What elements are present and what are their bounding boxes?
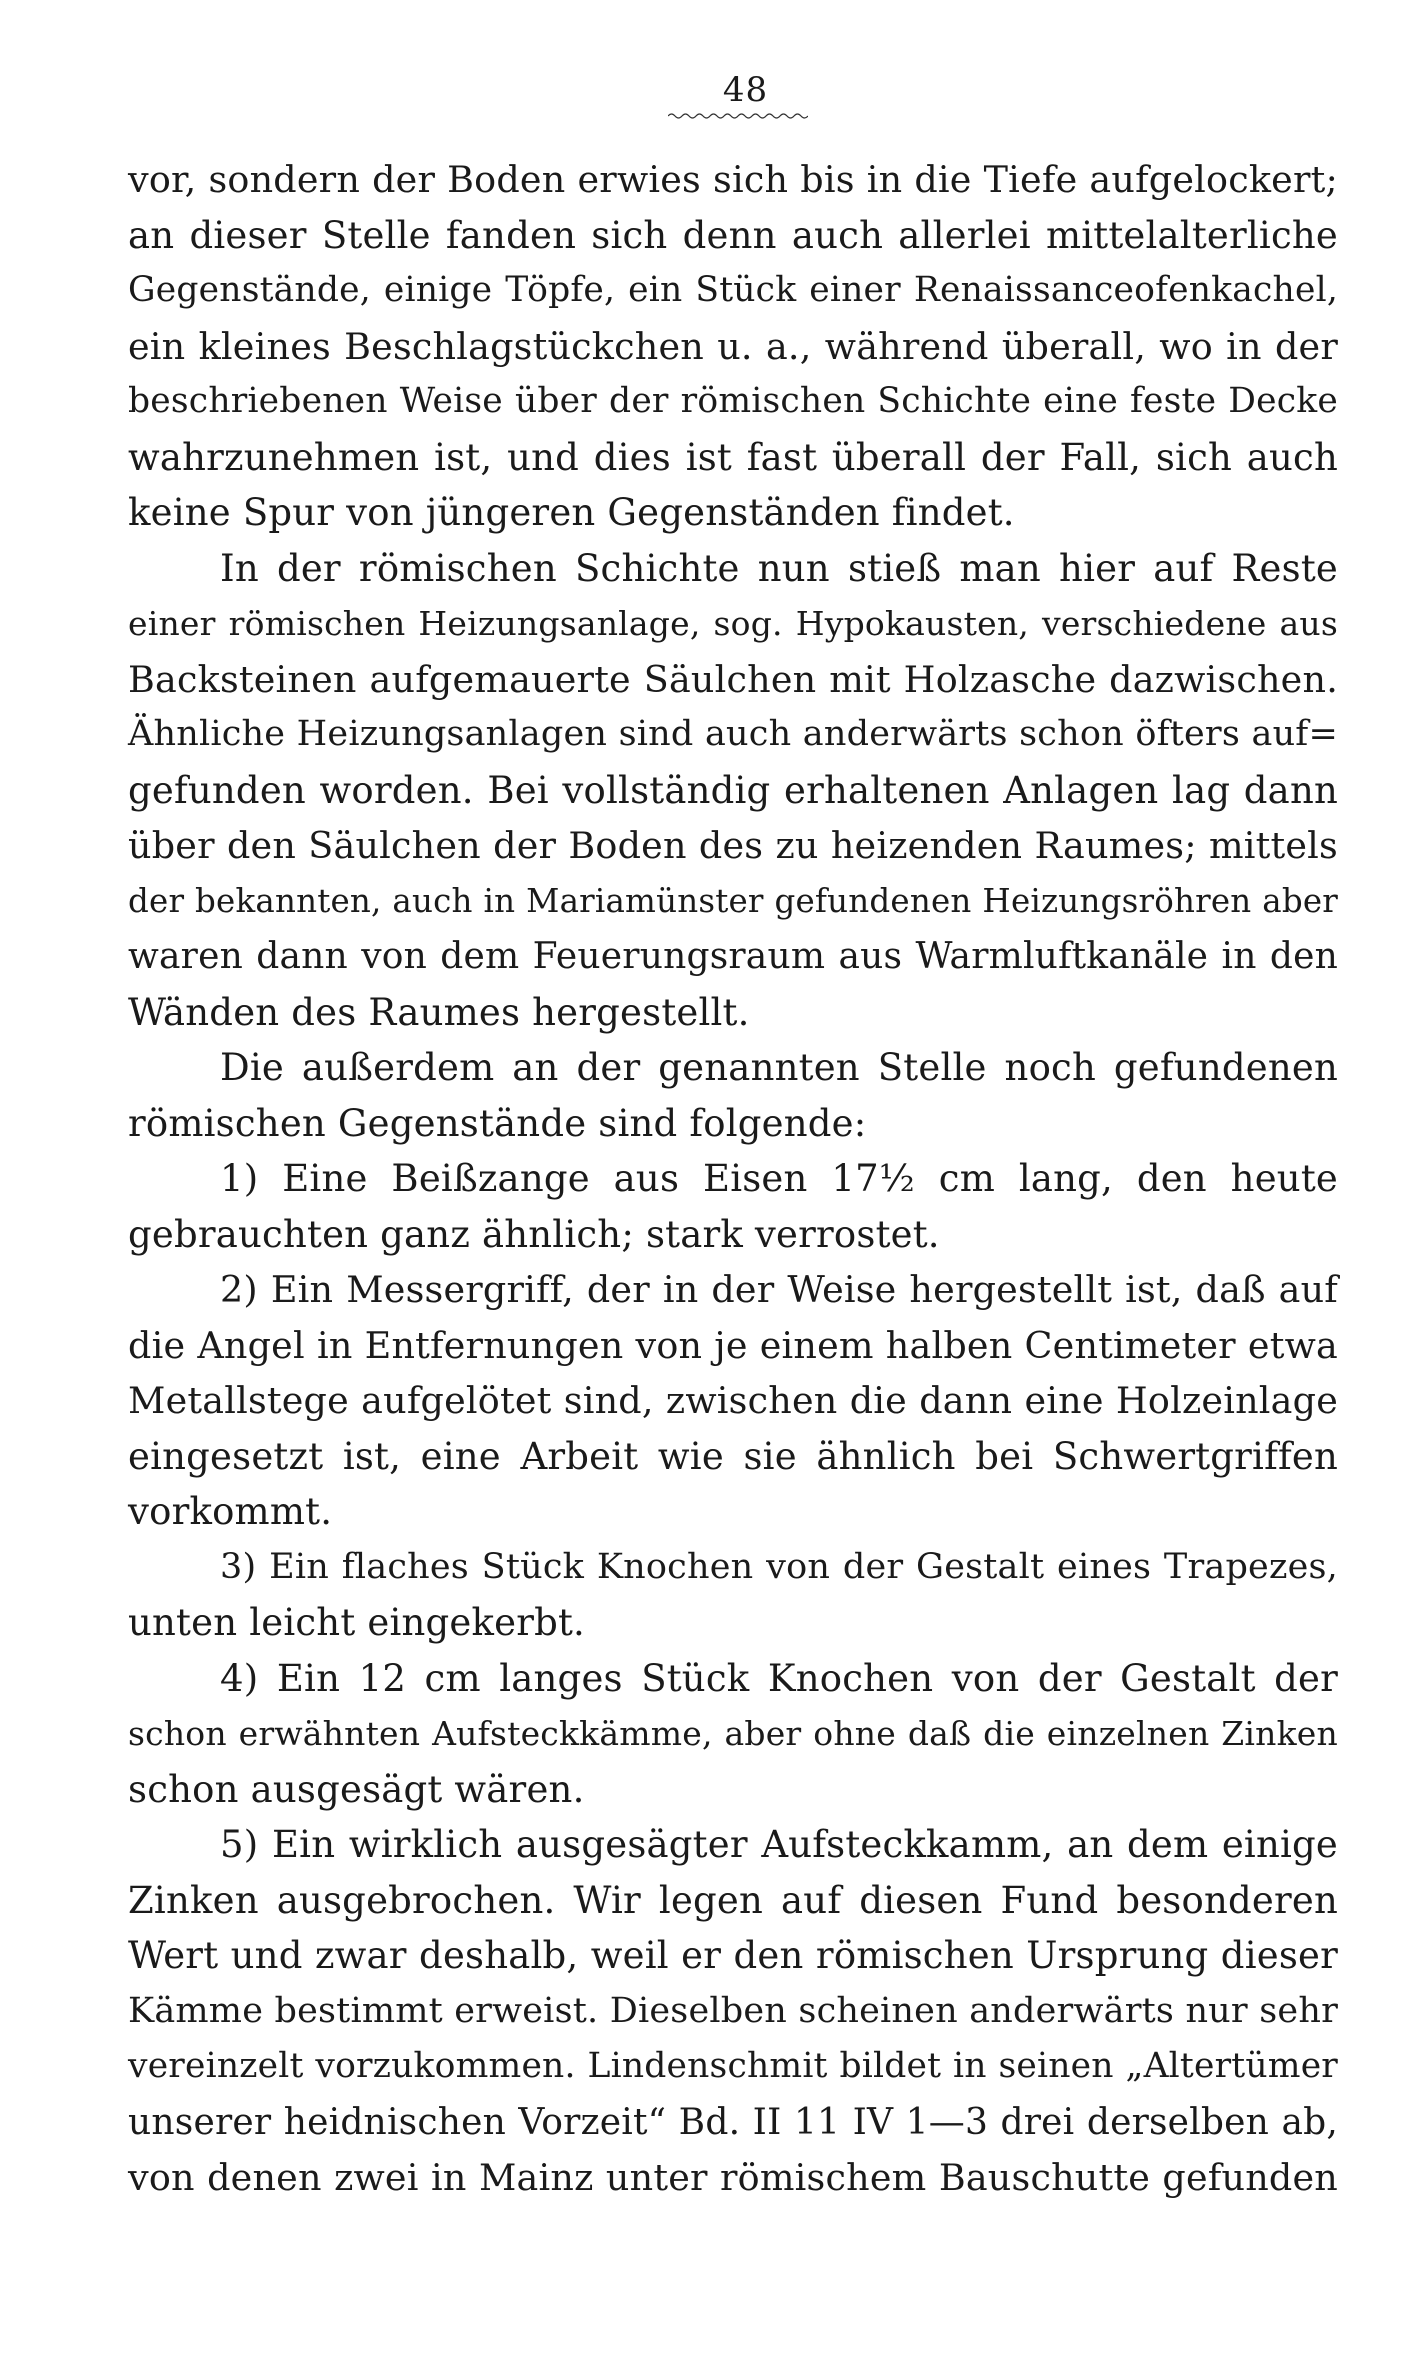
text-line: ein kleines Beschlagstückchen u. a., während überall, wo in der [128, 324, 1338, 368]
text-line: an dieser Stelle fanden sich denn auch allerlei mittelalterliche [128, 213, 1338, 257]
text-line: beschriebenen Weise über der römischen Schichte eine feste Decke [128, 381, 1338, 421]
text-line: Wert und zwar deshalb, weil er den römischen Ursprung dieser [128, 1934, 1338, 1977]
text-line: 4) Ein 12 cm langes Stück Knochen von der Gestalt der [220, 1656, 1338, 1700]
body-text [128, 152, 1338, 2206]
text-line: unten leicht eingekerbt. [128, 1601, 586, 1644]
text-line: wahrzunehmen ist, und dies ist fast überall der Fall, sich auch [128, 435, 1338, 479]
text-line: keine Spur von jüngeren Gegenständen findet. [128, 491, 1015, 534]
text-line: schon ausgesägt wären. [128, 1767, 585, 1811]
text-line: von denen zwei in Mainz unter römischem Bauschutte gefunden [128, 2156, 1338, 2199]
text-line: 3) Ein flaches Stück Knochen von der Gestalt eines Trapezes, [220, 1546, 1338, 1587]
text-line: der bekannten, auch in Mariamünster gefundenen Heizungsröhren aber [128, 881, 1338, 920]
text-line: Wänden des Raumes hergestellt. [128, 990, 750, 1034]
text-line: In der römischen Schichte nun stieß man hier auf Reste [220, 546, 1338, 590]
text-line: Ähnliche Heizungsanlagen sind auch anderwärts schon öfters auf= [128, 714, 1338, 754]
wavy-rule-ornament [668, 112, 808, 120]
text-line: einer römischen Heizungsanlage, sog. Hypokausten, verschiedene aus [128, 604, 1338, 643]
text-line: 5) Ein wirklich ausgesägter Aufsteckkamm, an dem einige [220, 1823, 1338, 1866]
text-line: über den Säulchen der Boden des zu heizenden Raumes; mittels [128, 824, 1338, 867]
text-line: römischen Gegenstände sind folgende: [128, 1101, 867, 1145]
text-line: 1) Eine Beißzange aus Eisen 17½ cm lang, den heute [220, 1157, 1338, 1200]
text-line: Kämme bestimmt erweist. Dieselben scheinen anderwärts nur sehr [128, 1990, 1338, 2031]
text-line: Backsteinen aufgemauerte Säulchen mit Holzasche dazwischen. [128, 657, 1338, 701]
text-line: 2) Ein Messergriff, der in der Weise hergestellt ist, daß auf [220, 1268, 1338, 1311]
text-line: waren dann von dem Feuerungsraum aus Warmluftkanäle in den [128, 936, 1338, 977]
text-line: Zinken ausgebrochen. Wir legen auf diesen Fund besonderen [128, 1878, 1338, 1922]
text-line: die Angel in Entfernungen von je einem halben Centimeter etwa [128, 1323, 1338, 1367]
text-line: schon erwähnten Aufsteckkämme, aber ohne daß die einzelnen Zinken [128, 1714, 1338, 1753]
text-line: vereinzelt vorzukommen. Lindenschmit bildet in seinen „Altertümer [128, 2046, 1338, 2086]
text-line: Die außerdem an der genannten Stelle noch gefundenen [220, 1046, 1338, 1089]
page-number: 48 [722, 70, 769, 110]
text-line: vorkommt. [128, 1490, 333, 1533]
text-line: Metallstege aufgelötet sind, zwischen die dann eine Holzeinlage [128, 1379, 1338, 1422]
text-line: gebrauchten ganz ähnlich; stark verrostet. [128, 1212, 940, 1256]
text-line: gefunden worden. Bei vollständig erhaltenen Anlagen lag dann [128, 768, 1338, 812]
text-line: Gegenstände, einige Töpfe, ein Stück einer Renaissanceofenkachel, [128, 270, 1338, 310]
text-line: vor, sondern der Boden erwies sich bis in die Tiefe aufgelockert; [128, 158, 1338, 201]
text-line: unserer heidnischen Vorzeit“ Bd. II 11 IV 1—3 drei derselben ab, [128, 2101, 1338, 2143]
text-line: eingesetzt ist, eine Arbeit wie sie ähnlich bei Schwertgriffen [128, 1434, 1338, 1478]
